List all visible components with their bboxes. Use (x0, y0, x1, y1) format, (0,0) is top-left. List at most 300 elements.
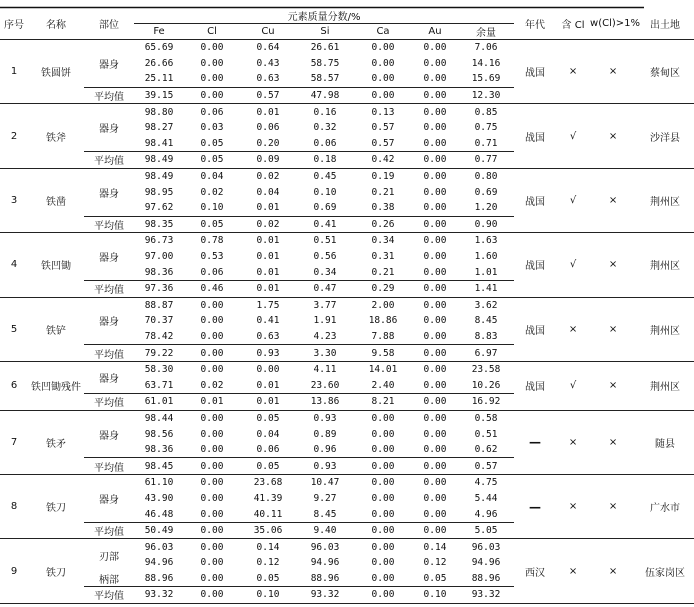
header-cl-over-1: w(Cl)>1% (590, 8, 636, 40)
composition-value: 0.00 (200, 492, 224, 504)
composition-value: 1.75 (256, 299, 280, 311)
composition-value: 0.62 (474, 444, 498, 456)
composition-value: 0.00 (200, 508, 224, 520)
composition-value: 0.00 (200, 541, 224, 553)
composition-value: 10.47 (310, 477, 340, 489)
composition-value: 0.12 (256, 557, 280, 569)
row-index: 2 (0, 104, 28, 168)
composition-value: 0.00 (200, 412, 224, 424)
composition-value: 0.75 (474, 122, 498, 134)
contains-cl-mark: × (556, 40, 590, 104)
row-index: 5 (0, 297, 28, 361)
average-value: 0.00 (354, 522, 412, 539)
header-element-si: Si (296, 24, 354, 40)
artifact-name: 铁刀 (28, 539, 84, 603)
composition-value: 0.00 (200, 444, 224, 456)
average-value: 0.00 (412, 345, 458, 362)
composition-value: 58.75 (310, 57, 340, 69)
composition-value: 0.01 (256, 379, 280, 391)
composition-value: 0.10 (200, 202, 224, 214)
average-value: 0.57 (458, 458, 514, 475)
composition-value: 15.69 (471, 73, 501, 85)
average-value: 0.10 (240, 587, 296, 604)
composition-value: 0.06 (200, 266, 224, 278)
composition-value: 0.02 (200, 186, 224, 198)
average-value: 0.02 (240, 216, 296, 233)
composition-value: 98.56 (144, 428, 174, 440)
part-label: 器身 (99, 253, 119, 265)
site-name: 荆州区 (636, 361, 694, 410)
row-index: 3 (0, 168, 28, 232)
artifact-name: 铁凹锄残件 (28, 361, 84, 410)
composition-value: 8.45 (474, 315, 498, 327)
site-name: 伍家岗区 (636, 539, 694, 603)
part-label: 器身 (99, 430, 119, 442)
period-value: 战国 (514, 233, 556, 297)
table-header (0, 8, 694, 40)
average-value: 0.00 (412, 394, 458, 411)
part-label: 器身 (99, 494, 119, 506)
composition-value: 0.64 (256, 42, 280, 54)
row-index: 6 (0, 361, 28, 410)
average-value: 93.32 (458, 587, 514, 604)
composition-value: 63.71 (144, 379, 174, 391)
composition-value: 4.11 (313, 364, 337, 376)
site-name: 广水市 (636, 475, 694, 539)
composition-value: 0.00 (423, 444, 447, 456)
composition-value: 98.95 (144, 186, 174, 198)
header-element-fe: Fe (134, 24, 184, 40)
composition-value: 1.01 (474, 266, 498, 278)
composition-value: 0.43 (256, 57, 280, 69)
composition-value: 0.00 (371, 477, 395, 489)
composition-value: 0.00 (423, 477, 447, 489)
table-row (0, 361, 694, 377)
composition-value: 0.00 (423, 315, 447, 327)
composition-value: 0.05 (256, 412, 280, 424)
average-value: 35.06 (240, 522, 296, 539)
period-value: — (514, 475, 556, 539)
average-value: 0.57 (240, 87, 296, 104)
composition-value: 4.75 (474, 477, 498, 489)
row-index: 8 (0, 475, 28, 539)
average-value: 0.77 (458, 152, 514, 169)
artifact-name: 铁铲 (28, 297, 84, 361)
composition-value: 4.23 (313, 330, 337, 342)
composition-value: 1.60 (474, 251, 498, 263)
header-element-au: Au (412, 24, 458, 40)
average-value: 16.92 (458, 394, 514, 411)
average-label: 平均值 (84, 458, 134, 475)
composition-value: 23.68 (253, 477, 283, 489)
composition-value: 0.00 (200, 428, 224, 440)
average-value: 50.49 (134, 522, 184, 539)
average-value: 5.05 (458, 522, 514, 539)
composition-value: 96.03 (144, 541, 174, 553)
header-element-remainder: 余量 (458, 24, 514, 40)
composition-value: 0.00 (423, 57, 447, 69)
average-value: 0.29 (354, 280, 412, 297)
site-name: 荆州区 (636, 297, 694, 361)
composition-value: 94.96 (144, 557, 174, 569)
composition-value: 0.00 (423, 379, 447, 391)
composition-value: 0.96 (313, 444, 337, 456)
composition-value: 0.00 (200, 557, 224, 569)
header-part: 部位 (84, 8, 134, 40)
composition-value: 2.00 (371, 299, 395, 311)
composition-value: 0.00 (423, 42, 447, 54)
cl-over-1-mark: × (590, 104, 636, 168)
composition-value: 7.06 (474, 42, 498, 54)
composition-value: 88.87 (144, 299, 174, 311)
composition-value: 23.58 (471, 364, 501, 376)
composition-value: 0.00 (200, 330, 224, 342)
composition-value: 0.03 (200, 122, 224, 134)
composition-value: 0.04 (256, 428, 280, 440)
composition-value: 0.32 (313, 122, 337, 134)
average-value: 3.30 (296, 345, 354, 362)
average-value: 0.01 (184, 394, 240, 411)
composition-value: 0.78 (200, 235, 224, 247)
composition-value: 0.00 (371, 428, 395, 440)
row-index: 4 (0, 233, 28, 297)
average-value: 0.26 (354, 216, 412, 233)
average-value: 61.01 (134, 394, 184, 411)
composition-value: 0.00 (200, 73, 224, 85)
composition-value: 88.96 (310, 572, 340, 584)
part-label: 柄部 (99, 574, 119, 586)
contains-cl-mark: × (556, 410, 590, 474)
part-label: 器身 (99, 59, 119, 71)
composition-value: 23.60 (310, 379, 340, 391)
average-value: 8.21 (354, 394, 412, 411)
composition-value: 0.19 (371, 171, 395, 183)
site-name: 沙洋县 (636, 104, 694, 168)
average-value: 0.00 (412, 458, 458, 475)
composition-value: 70.37 (144, 315, 174, 327)
composition-value: 25.11 (144, 73, 174, 85)
composition-value: 0.51 (313, 235, 337, 247)
average-value: 0.93 (296, 458, 354, 475)
table-row (0, 168, 694, 184)
header-contains-cl: 含 Cl (556, 8, 590, 40)
composition-value: 3.62 (474, 299, 498, 311)
composition-value: 41.39 (253, 492, 283, 504)
period-value: 战国 (514, 40, 556, 104)
composition-value: 78.42 (144, 330, 174, 342)
composition-value: 0.00 (423, 299, 447, 311)
composition-value: 0.00 (423, 137, 447, 149)
composition-value: 61.10 (144, 477, 174, 489)
site-name: 随县 (636, 410, 694, 474)
composition-value: 58.30 (144, 364, 174, 376)
composition-value: 98.49 (144, 171, 174, 183)
average-value: 0.00 (354, 587, 412, 604)
average-label: 平均值 (84, 87, 134, 104)
part-label: 器身 (99, 124, 119, 136)
composition-value: 0.41 (256, 315, 280, 327)
table-row (0, 104, 694, 120)
composition-value: 0.69 (313, 202, 337, 214)
composition-value: 0.02 (256, 171, 280, 183)
table-row (0, 410, 694, 426)
average-value: 0.00 (354, 87, 412, 104)
site-name: 荆州区 (636, 168, 694, 232)
average-label: 平均值 (84, 522, 134, 539)
composition-value: 0.31 (371, 251, 395, 263)
header-period: 年代 (514, 8, 556, 40)
composition-value: 0.00 (423, 171, 447, 183)
composition-value: 0.00 (423, 330, 447, 342)
composition-value: 0.00 (371, 541, 395, 553)
composition-value: 98.41 (144, 137, 174, 149)
composition-value: 0.06 (200, 106, 224, 118)
average-label: 平均值 (84, 394, 134, 411)
composition-value: 0.00 (371, 557, 395, 569)
contains-cl-mark: √ (556, 361, 590, 410)
composition-value: 0.53 (200, 251, 224, 263)
composition-value: 0.12 (423, 557, 447, 569)
part-label: 刃部 (99, 551, 119, 563)
average-value: 39.15 (134, 87, 184, 104)
average-value: 0.47 (296, 280, 354, 297)
average-value: 93.32 (296, 587, 354, 604)
composition-value: 0.00 (200, 299, 224, 311)
average-value: 0.93 (240, 345, 296, 362)
composition-table (0, 8, 694, 604)
composition-value: 40.11 (253, 508, 283, 520)
composition-value: 4.96 (474, 508, 498, 520)
contains-cl-mark: √ (556, 104, 590, 168)
composition-value: 0.00 (371, 508, 395, 520)
part-label: 器身 (99, 317, 119, 329)
average-value: 0.01 (240, 280, 296, 297)
composition-value: 0.05 (256, 572, 280, 584)
average-value: 0.00 (412, 87, 458, 104)
average-label: 平均值 (84, 345, 134, 362)
composition-value: 0.00 (423, 251, 447, 263)
composition-value: 0.00 (371, 444, 395, 456)
composition-value: 0.21 (371, 186, 395, 198)
part-label: 器身 (99, 373, 119, 385)
artifact-name: 铁凿 (28, 168, 84, 232)
average-value: 6.97 (458, 345, 514, 362)
composition-value: 0.63 (256, 73, 280, 85)
cl-over-1-mark: × (590, 410, 636, 474)
average-value: 0.05 (240, 458, 296, 475)
cl-over-1-mark: × (590, 297, 636, 361)
average-value: 98.45 (134, 458, 184, 475)
average-value: 93.32 (134, 587, 184, 604)
composition-value: 0.00 (200, 42, 224, 54)
average-value: 0.00 (184, 345, 240, 362)
composition-value: 7.88 (371, 330, 395, 342)
composition-value: 9.27 (313, 492, 337, 504)
composition-value: 0.00 (200, 315, 224, 327)
composition-value: 0.63 (256, 330, 280, 342)
header-index: 序号 (0, 8, 28, 40)
composition-value: 26.61 (310, 42, 340, 54)
composition-value: 0.00 (423, 202, 447, 214)
composition-value: 0.00 (371, 412, 395, 424)
composition-value: 0.00 (371, 572, 395, 584)
row-index: 9 (0, 539, 28, 603)
average-value: 0.00 (184, 87, 240, 104)
artifact-name: 铁凹锄 (28, 233, 84, 297)
composition-value: 1.63 (474, 235, 498, 247)
composition-value: 0.00 (423, 186, 447, 198)
composition-value: 0.02 (200, 379, 224, 391)
composition-value: 96.03 (471, 541, 501, 553)
composition-value: 0.00 (200, 57, 224, 69)
composition-value: 96.03 (310, 541, 340, 553)
composition-value: 0.71 (474, 137, 498, 149)
average-value: 0.00 (412, 216, 458, 233)
composition-value: 0.20 (256, 137, 280, 149)
composition-value: 14.01 (368, 364, 398, 376)
composition-value: 0.05 (200, 137, 224, 149)
average-value: 97.36 (134, 280, 184, 297)
average-value: 0.00 (354, 458, 412, 475)
composition-value: 10.26 (471, 379, 501, 391)
composition-value: 0.00 (371, 73, 395, 85)
composition-value: 0.10 (313, 186, 337, 198)
average-value: 0.00 (412, 522, 458, 539)
composition-value: 5.44 (474, 492, 498, 504)
composition-value: 0.06 (313, 137, 337, 149)
composition-value: 0.00 (371, 42, 395, 54)
composition-value: 1.91 (313, 315, 337, 327)
composition-value: 94.96 (310, 557, 340, 569)
header-site: 出土地 (636, 8, 694, 40)
composition-value: 0.69 (474, 186, 498, 198)
composition-value: 98.36 (144, 444, 174, 456)
composition-value: 14.16 (471, 57, 501, 69)
cl-over-1-mark: × (590, 361, 636, 410)
composition-value: 0.13 (371, 106, 395, 118)
composition-value: 0.04 (200, 171, 224, 183)
composition-value: 98.44 (144, 412, 174, 424)
composition-value: 0.58 (474, 412, 498, 424)
cl-over-1-mark: × (590, 475, 636, 539)
average-value: 12.30 (458, 87, 514, 104)
composition-value: 88.96 (471, 572, 501, 584)
composition-value: 0.38 (371, 202, 395, 214)
header-element-cl: Cl (184, 24, 240, 40)
average-label: 平均值 (84, 152, 134, 169)
composition-value: 0.85 (474, 106, 498, 118)
cl-over-1-mark: × (590, 539, 636, 603)
composition-value: 1.20 (474, 202, 498, 214)
artifact-name: 铁斧 (28, 104, 84, 168)
composition-value: 0.00 (423, 122, 447, 134)
average-value: 0.09 (240, 152, 296, 169)
composition-value: 0.45 (313, 171, 337, 183)
composition-value: 8.83 (474, 330, 498, 342)
table-row (0, 475, 694, 491)
site-name: 荆州区 (636, 233, 694, 297)
average-value: 13.86 (296, 394, 354, 411)
composition-value: 0.05 (423, 572, 447, 584)
composition-value: 0.00 (423, 508, 447, 520)
composition-value: 0.00 (371, 57, 395, 69)
composition-value: 0.00 (423, 266, 447, 278)
composition-value: 0.06 (256, 122, 280, 134)
average-label: 平均值 (84, 280, 134, 297)
composition-value: 98.36 (144, 266, 174, 278)
site-name: 蔡甸区 (636, 40, 694, 104)
composition-value: 0.04 (256, 186, 280, 198)
composition-value: 0.89 (313, 428, 337, 440)
composition-value: 0.51 (474, 428, 498, 440)
average-value: 0.00 (412, 152, 458, 169)
composition-value: 98.27 (144, 122, 174, 134)
composition-value: 0.01 (256, 106, 280, 118)
average-value: 0.10 (412, 587, 458, 604)
part-label: 器身 (99, 188, 119, 200)
composition-value: 8.45 (313, 508, 337, 520)
composition-value: 88.96 (144, 572, 174, 584)
period-value: 西汉 (514, 539, 556, 603)
composition-value: 46.48 (144, 508, 174, 520)
table-row (0, 297, 694, 313)
header-composition-group: 元素质量分数/% (134, 8, 514, 24)
composition-value: 0.00 (256, 364, 280, 376)
average-value: 0.00 (184, 458, 240, 475)
composition-value: 0.57 (371, 137, 395, 149)
average-value: 9.40 (296, 522, 354, 539)
row-index: 1 (0, 40, 28, 104)
composition-value: 0.00 (423, 492, 447, 504)
row-index: 7 (0, 410, 28, 474)
average-value: 98.35 (134, 216, 184, 233)
table-row (0, 40, 694, 56)
composition-value: 0.00 (423, 364, 447, 376)
composition-value: 0.00 (423, 428, 447, 440)
average-value: 47.98 (296, 87, 354, 104)
average-value: 0.00 (184, 587, 240, 604)
period-value: 战国 (514, 297, 556, 361)
artifact-name: 铁刀 (28, 475, 84, 539)
composition-value: 98.80 (144, 106, 174, 118)
composition-value: 0.00 (423, 412, 447, 424)
composition-value: 0.16 (313, 106, 337, 118)
composition-value: 0.00 (423, 235, 447, 247)
composition-value: 0.00 (200, 364, 224, 376)
composition-value: 97.00 (144, 251, 174, 263)
average-value: 0.00 (412, 280, 458, 297)
contains-cl-mark: × (556, 475, 590, 539)
composition-value: 0.00 (200, 477, 224, 489)
header-element-ca: Ca (354, 24, 412, 40)
composition-value: 0.34 (371, 235, 395, 247)
period-value: 战国 (514, 104, 556, 168)
artifact-name: 铁圆饼 (28, 40, 84, 104)
composition-value: 0.57 (371, 122, 395, 134)
composition-value: 0.80 (474, 171, 498, 183)
average-value: 0.41 (296, 216, 354, 233)
average-value: 0.05 (184, 152, 240, 169)
period-value: — (514, 410, 556, 474)
composition-value: 0.00 (200, 572, 224, 584)
cl-over-1-mark: × (590, 233, 636, 297)
composition-value: 94.96 (471, 557, 501, 569)
average-value: 98.49 (134, 152, 184, 169)
artifact-name: 铁矛 (28, 410, 84, 474)
table-row (0, 233, 694, 249)
average-value: 0.01 (240, 394, 296, 411)
average-value: 1.41 (458, 280, 514, 297)
